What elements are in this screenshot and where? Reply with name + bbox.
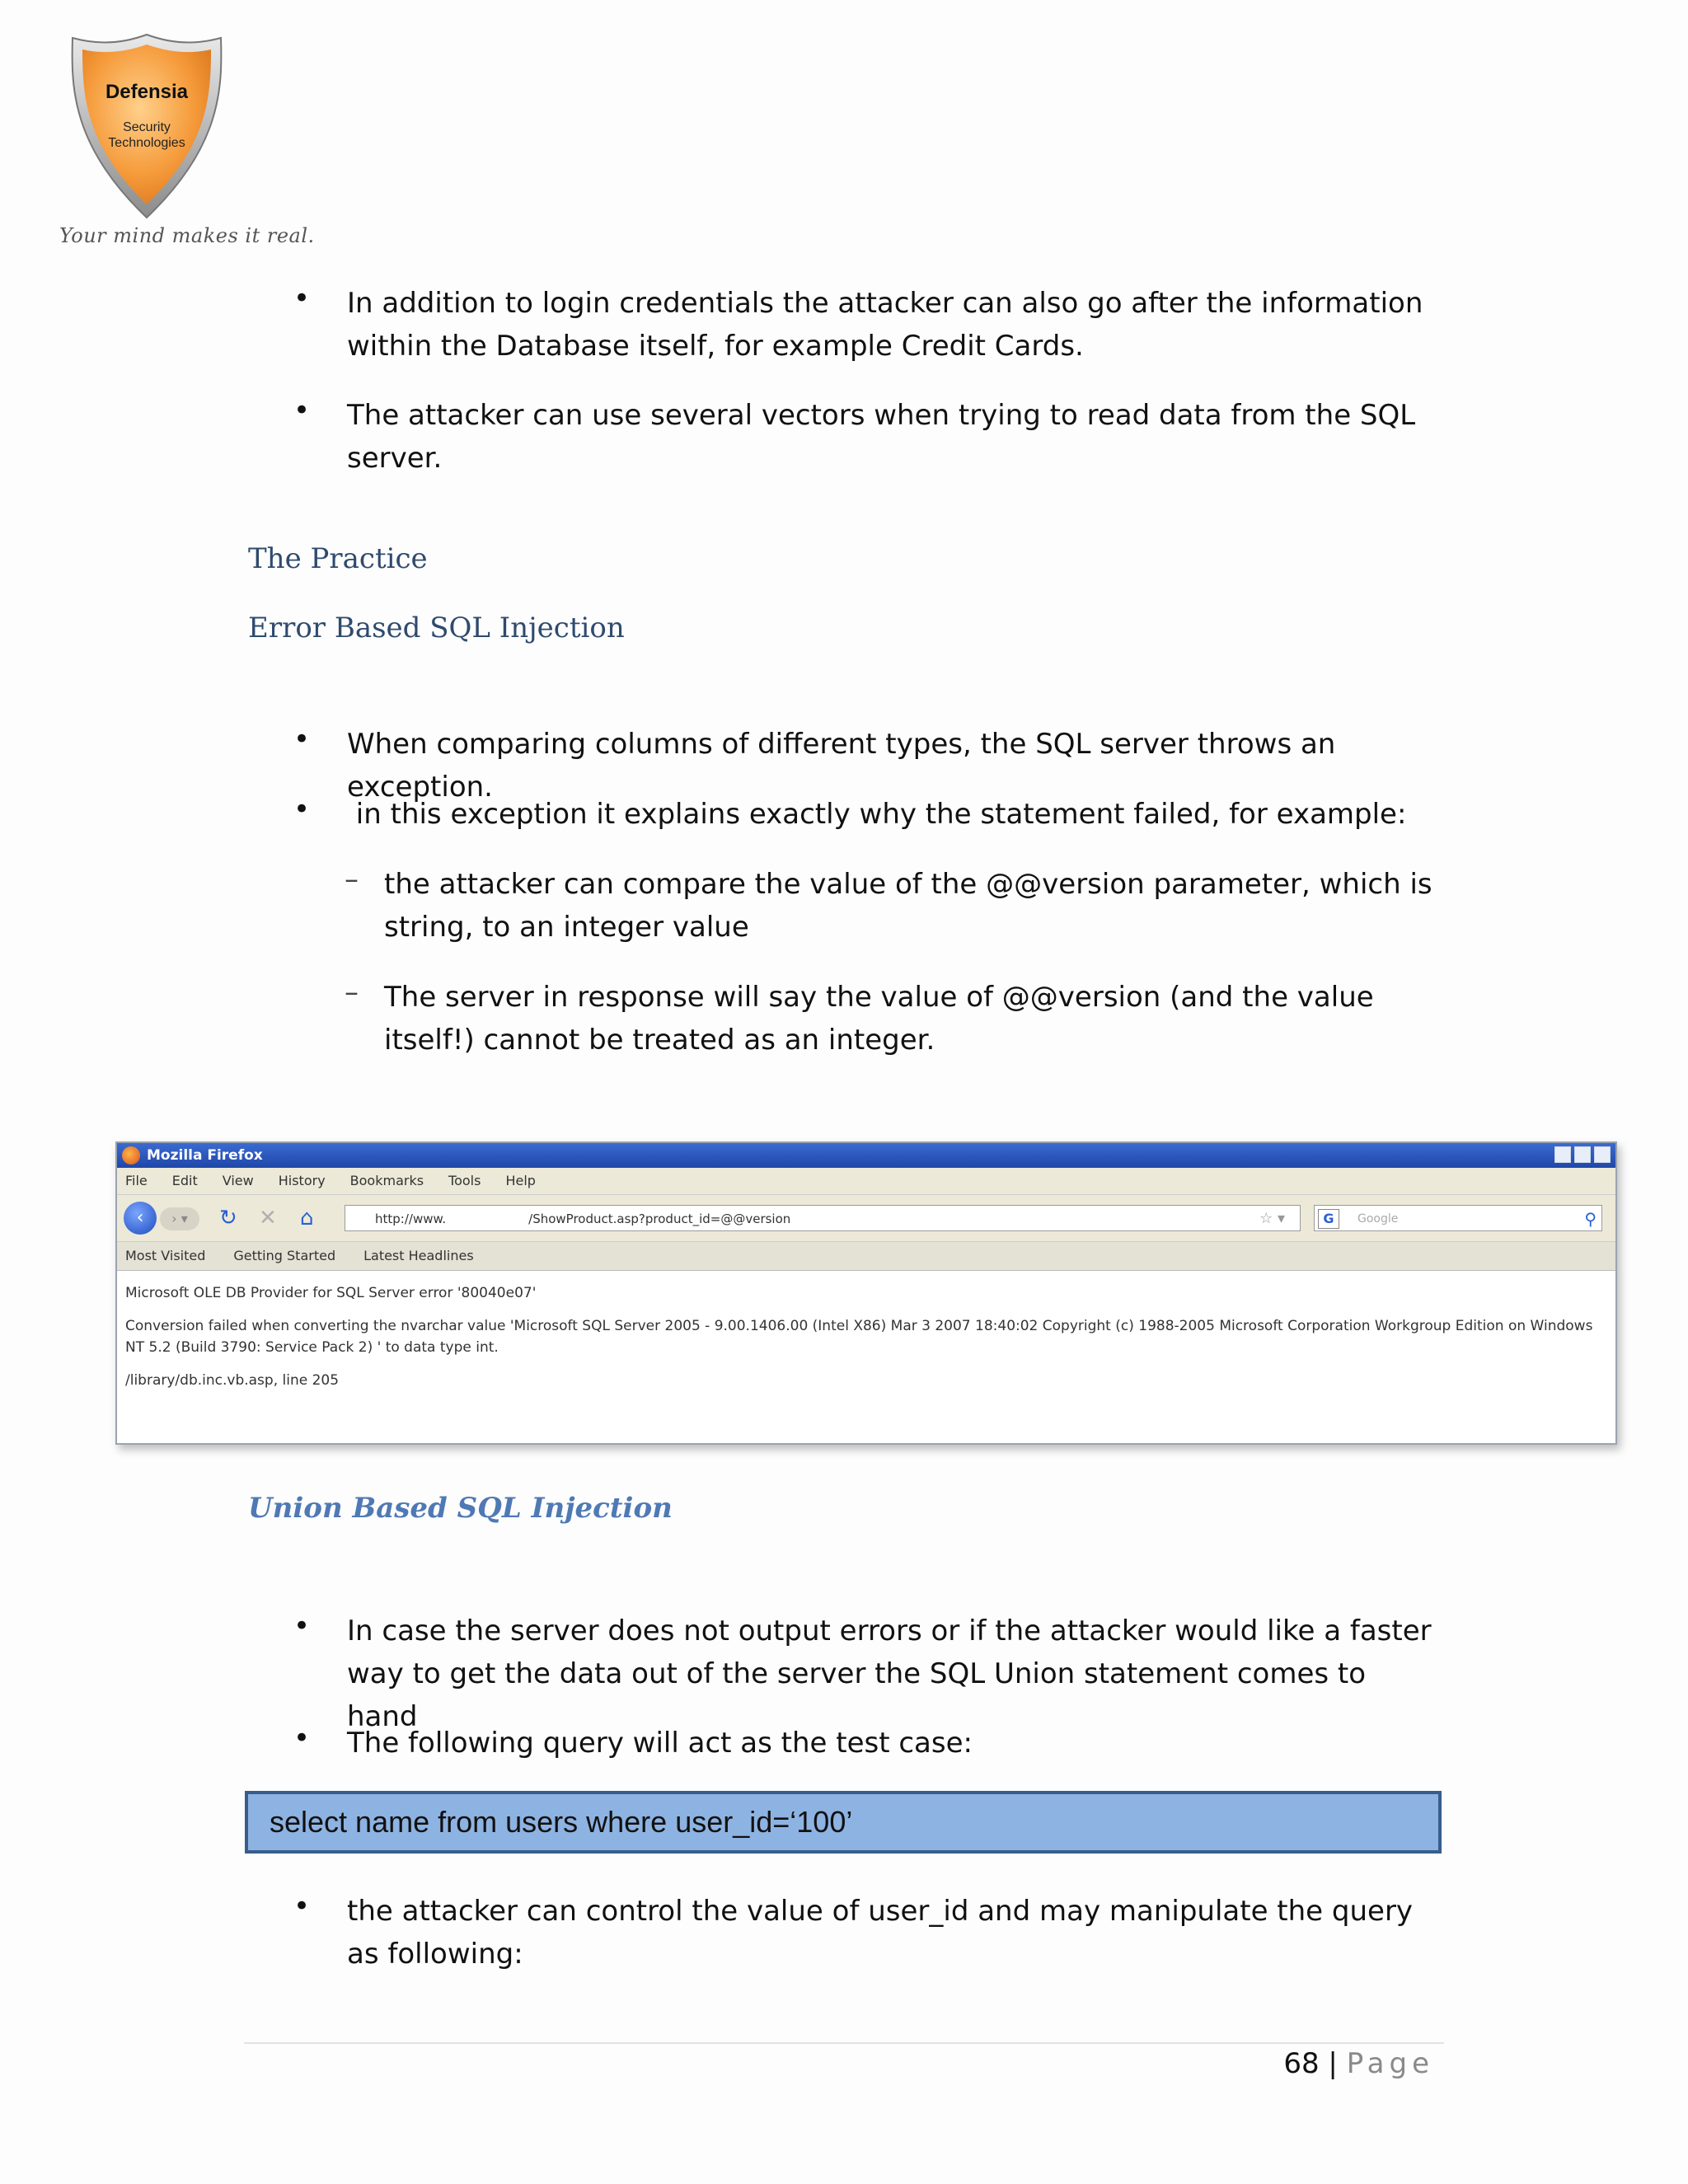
intro-bullet-1: In addition to login credentials the attacker can also go after the information within the Database itself, for example Credit Cards. bbox=[347, 287, 1423, 363]
close-icon bbox=[1594, 1146, 1611, 1163]
browser-title: Mozilla Firefox bbox=[147, 1147, 263, 1164]
heading-error-based: Error Based SQL Injection bbox=[248, 612, 625, 644]
bullet-marker: • bbox=[293, 1610, 311, 1643]
browser-page-content bbox=[117, 1271, 1615, 1414]
menu-help: Help bbox=[505, 1173, 536, 1188]
heading-the-practice: The Practice bbox=[248, 542, 428, 575]
union-bullet-2: The following query will act as the test case: bbox=[347, 1727, 973, 1760]
error-location: /library/db.inc.vb.asp, line 205 bbox=[125, 1372, 340, 1389]
reload-icon: ↻ bbox=[219, 1206, 237, 1230]
back-icon: ‹ bbox=[124, 1202, 157, 1235]
address-bar bbox=[345, 1205, 1301, 1231]
maximize-icon bbox=[1574, 1146, 1591, 1163]
page-number: 68 bbox=[1283, 2047, 1320, 2080]
footer-separator: | bbox=[1328, 2047, 1338, 2080]
page-label: Page bbox=[1346, 2047, 1434, 2080]
menu-view: View bbox=[222, 1173, 254, 1188]
logo-subtitle-line2: Technologies bbox=[108, 136, 185, 150]
error-subbullet-1: the attacker can compare the value of the @@version parameter, which is string, to an integer value bbox=[384, 868, 1432, 944]
url-path: /ShowProduct.asp?product_id=@@version bbox=[528, 1212, 791, 1226]
bookmarks-toolbar bbox=[117, 1242, 1615, 1271]
stop-icon: ✕ bbox=[259, 1206, 277, 1230]
search-placeholder: Google bbox=[1357, 1212, 1399, 1226]
bullet-marker: • bbox=[293, 793, 311, 826]
bullet-marker: • bbox=[293, 1890, 311, 1923]
minimize-icon bbox=[1554, 1146, 1571, 1163]
google-icon: G bbox=[1318, 1209, 1339, 1229]
union-bullet-1: In case the server does not output errors or if the attacker would like a faster way to get the data out of the server the SQL Union statement comes to hand bbox=[347, 1615, 1432, 1733]
browser-menu-bar bbox=[117, 1168, 1615, 1195]
logo-subtitle-line1: Security bbox=[123, 120, 171, 134]
browser-navigation-bar bbox=[117, 1195, 1615, 1242]
page-footer bbox=[1283, 2047, 1434, 2080]
browser-title-bar bbox=[117, 1143, 1615, 1168]
bullet-marker: • bbox=[293, 1722, 311, 1755]
menu-bookmarks: Bookmarks bbox=[349, 1173, 424, 1188]
menu-file: File bbox=[125, 1173, 148, 1188]
search-box bbox=[1314, 1205, 1602, 1231]
bullet-marker: • bbox=[293, 282, 311, 315]
final-bullet: the attacker can control the value of user_id and may manipulate the query as following: bbox=[347, 1895, 1414, 1971]
error-header: Microsoft OLE DB Provider for SQL Server error '80040e07' bbox=[125, 1285, 537, 1301]
bookmark-most-visited: Most Visited bbox=[125, 1248, 206, 1263]
error-bullet-2: in this exception it explains exactly why the statement failed, for example: bbox=[347, 798, 1407, 831]
browser-screenshot bbox=[115, 1141, 1617, 1445]
dash-marker: – bbox=[345, 976, 359, 1009]
heading-union-based: Union Based SQL Injection bbox=[248, 1492, 673, 1525]
menu-edit: Edit bbox=[171, 1173, 198, 1188]
error-bullet-1: When comparing columns of different types, the SQL server throws an exception. bbox=[347, 728, 1336, 804]
search-icon: ⚲ bbox=[1584, 1209, 1597, 1229]
forward-icon: › ▾ bbox=[160, 1207, 199, 1230]
logo-name: Defensia bbox=[105, 81, 189, 103]
error-message: Conversion failed when converting the nvarchar value 'Microsoft SQL Server 2005 - 9.00.1406.00 (Intel X86) Mar 3 2007 18:40:02 Copyright (c) 1988-2005 Microsoft Corporation Workgroup Edition on Windows NT 5.2 (Build 3790: Service Pack 2) ' to data type int. bbox=[125, 1318, 1593, 1356]
url-host: http://www. bbox=[375, 1212, 447, 1226]
footer-divider bbox=[244, 2042, 1444, 2044]
menu-history: History bbox=[278, 1173, 326, 1188]
bullet-marker: • bbox=[293, 723, 311, 756]
intro-bullet-2: The attacker can use several vectors when trying to read data from the SQL server. bbox=[347, 399, 1416, 475]
window-controls bbox=[1554, 1146, 1611, 1163]
menu-tools: Tools bbox=[448, 1173, 481, 1188]
bullet-marker: • bbox=[293, 394, 311, 427]
dash-marker: – bbox=[345, 863, 359, 896]
bookmark-latest-headlines: Latest Headlines bbox=[363, 1248, 474, 1263]
firefox-icon bbox=[122, 1146, 140, 1165]
logo-tagline: Your mind makes it real. bbox=[59, 224, 315, 247]
bookmark-getting-started: Getting Started bbox=[233, 1248, 336, 1263]
sql-query-box: select name from users where user_id=‘100’ bbox=[245, 1791, 1442, 1854]
error-subbullet-2: The server in response will say the value of @@version (and the value itself!) cannot be treated as an integer. bbox=[384, 981, 1374, 1057]
bookmark-star-icon: ☆ ▾ bbox=[1259, 1210, 1285, 1227]
home-icon: ⌂ bbox=[300, 1206, 314, 1230]
